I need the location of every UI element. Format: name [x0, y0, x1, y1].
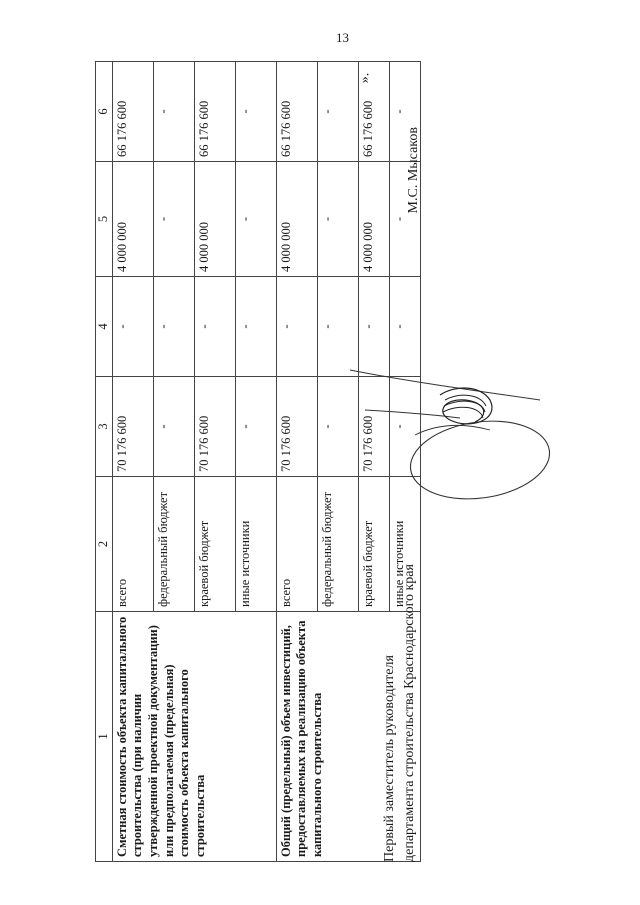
value-cell: 66 176 600 [194, 62, 235, 162]
value-cell: - [317, 62, 358, 162]
signer-title-line: Первый заместитель руководителя [382, 655, 397, 862]
value-cell: - [389, 277, 420, 377]
value-cell: - [153, 62, 194, 162]
source-cell: федеральный бюджет [317, 477, 358, 612]
page-number: 13 [336, 30, 349, 45]
value-cell: - [389, 62, 420, 162]
value-cell: 70 176 600 [112, 377, 153, 477]
source-cell: иные источники [235, 477, 276, 612]
source-cell: федеральный бюджет [153, 477, 194, 612]
value-cell: 4 000 000 [276, 162, 317, 277]
signer-title [380, 564, 419, 862]
value-cell: - [235, 162, 276, 277]
group-title: Сметная стоимость объекта капитального строительства (при наличии утвержденной проектной документации) или предполагаемая (предельная) стоимость объекта капитального строительства [112, 612, 276, 862]
value-cell: 66 176 600 [276, 62, 317, 162]
value-cell: 4 000 000 [358, 162, 389, 277]
signer-name: М.С. Мысаков [406, 127, 421, 214]
value-cell: - [317, 377, 358, 477]
value-cell: - [153, 377, 194, 477]
value-cell: - [194, 277, 235, 377]
source-cell: иные источники [389, 477, 420, 612]
header-cell: 1 [96, 612, 113, 862]
signer-title-line: департамента строительства Краснодарского края [401, 564, 417, 862]
value-cell: - [276, 277, 317, 377]
value-cell: 70 176 600 [194, 377, 235, 477]
source-cell: краевой бюджет [358, 477, 389, 612]
value-cell: 70 176 600 [276, 377, 317, 477]
value-cell: - [235, 62, 276, 162]
handwritten-signature [340, 340, 560, 510]
closing-quote-mark: ». [357, 72, 373, 84]
value-cell: - [153, 277, 194, 377]
value-cell: - [389, 377, 420, 477]
header-cell: 5 [96, 162, 113, 277]
value-cell: - [358, 277, 389, 377]
value-cell: - [235, 377, 276, 477]
table-row [276, 62, 317, 862]
value-cell: 66 176 600 [112, 62, 153, 162]
value-cell: - [317, 162, 358, 277]
value-cell: 66 176 600 [358, 62, 389, 162]
source-cell: всего [112, 477, 153, 612]
value-cell: 4 000 000 [194, 162, 235, 277]
source-cell: краевой бюджет [194, 477, 235, 612]
value-cell: - [112, 277, 153, 377]
value-cell: - [153, 162, 194, 277]
header-cell: 6 [96, 62, 113, 162]
value-cell: 4 000 000 [112, 162, 153, 277]
value-cell: - [389, 162, 420, 277]
header-cell: 2 [96, 477, 113, 612]
source-cell: всего [276, 477, 317, 612]
table-header-row [96, 62, 113, 862]
value-cell: - [317, 277, 358, 377]
value-cell: 70 176 600 [358, 377, 389, 477]
header-cell: 4 [96, 277, 113, 377]
table-row [112, 62, 153, 862]
group-title: Общий (предельный) объем инвестиций, предоставляемых на реализацию объекта капитального строительства [276, 612, 420, 862]
header-cell: 3 [96, 377, 113, 477]
value-cell: - [235, 277, 276, 377]
